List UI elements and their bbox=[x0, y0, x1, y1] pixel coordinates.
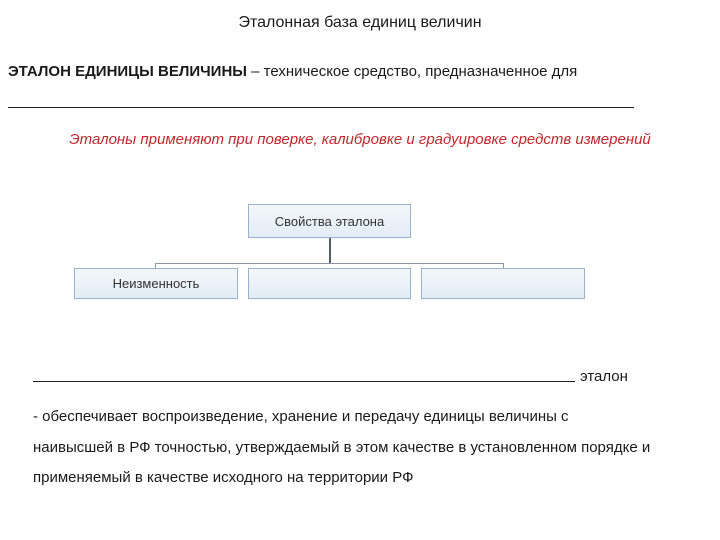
diagram-root-box bbox=[248, 204, 411, 238]
definition-dash: – bbox=[246, 63, 264, 80]
fill-in-blank-line bbox=[33, 381, 575, 382]
diagram-child-label: Неизменность bbox=[112, 276, 200, 291]
diagram-child-box bbox=[421, 268, 585, 299]
diagram-connector-vertical bbox=[329, 238, 331, 263]
paragraph-line: - обеспечивает воспроизведение, хранение и передачу единицы величины с bbox=[33, 408, 569, 425]
diagram-root-label: Свойства эталона bbox=[274, 213, 385, 229]
definition-text: техническое средство, предназначенное для bbox=[263, 63, 578, 80]
page-title: Эталонная база единиц величин bbox=[238, 14, 482, 31]
definition-term: ЭТАЛОН ЕДИНИЦЫ ВЕЛИЧИНЫ bbox=[8, 63, 247, 80]
etalon-word: эталон bbox=[580, 368, 628, 385]
diagram-child-box bbox=[248, 268, 411, 299]
paragraph-line: наивысшей в РФ точностью, утверждаемый в этом качестве в установленном порядке и bbox=[33, 439, 651, 456]
fill-in-blank-line bbox=[8, 107, 634, 108]
definition-line bbox=[8, 63, 577, 80]
usage-note: Эталоны применяют при поверке, калибровке и градуировке средств измерений bbox=[69, 131, 651, 148]
diagram-child-box bbox=[74, 268, 238, 299]
diagram-connector-horizontal bbox=[155, 263, 504, 264]
paragraph-line: применяемый в качестве исходного на территории РФ bbox=[33, 469, 414, 486]
